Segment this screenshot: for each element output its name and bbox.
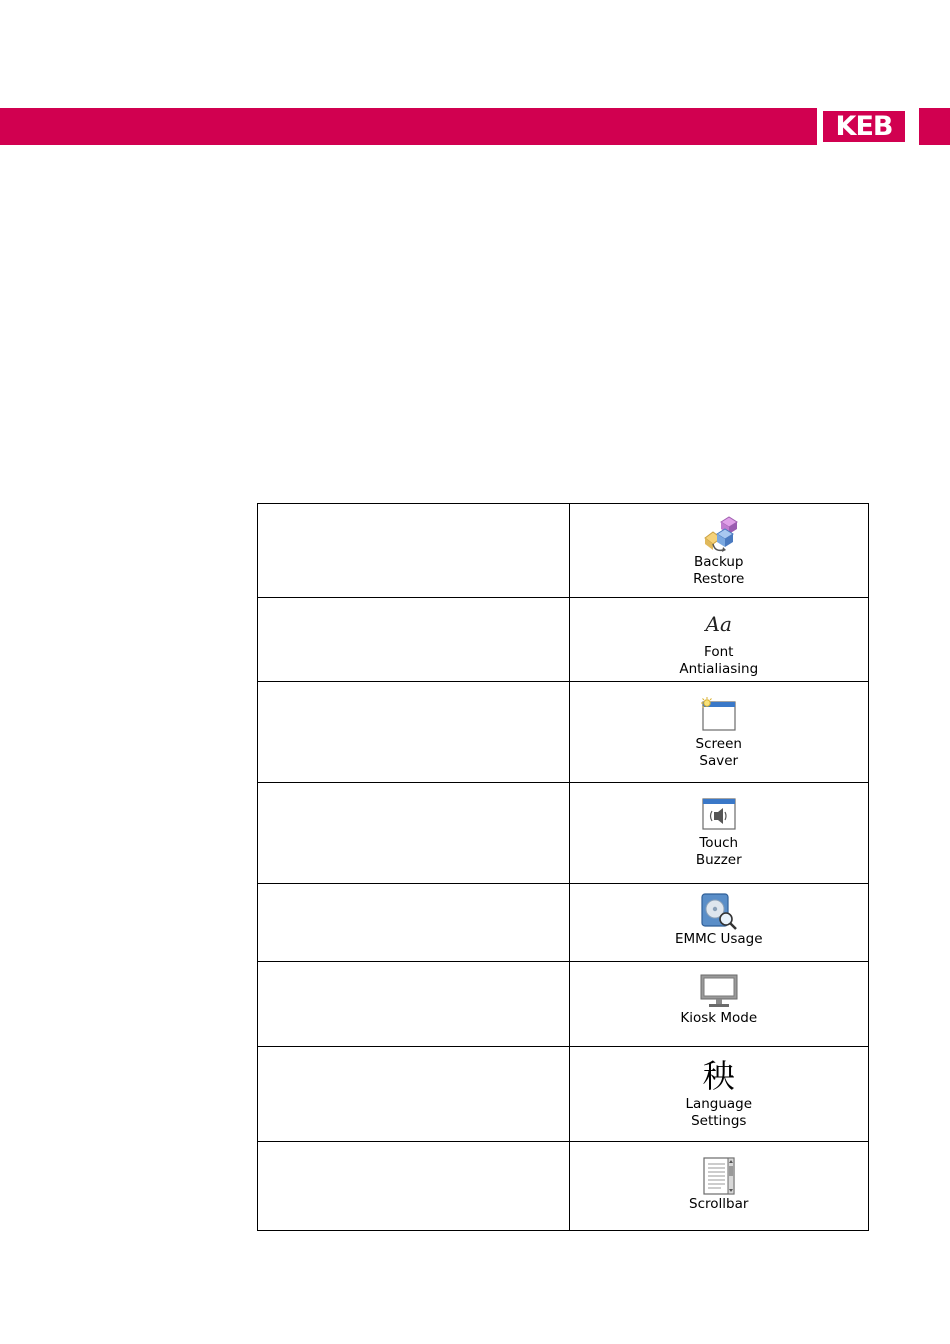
description-cell [258, 504, 570, 598]
icon-label: Touch Buzzer [695, 835, 742, 868]
table-row [258, 598, 869, 682]
backup-restore-item[interactable] [693, 504, 744, 588]
scrollbar-icon [699, 1156, 739, 1196]
touch-buzzer-item[interactable] [696, 783, 742, 869]
icon-cell [569, 682, 869, 783]
font-sample-text: Aa [705, 612, 732, 636]
settings-table [257, 503, 869, 1231]
kiosk-mode-icon [699, 970, 739, 1010]
table-row [258, 682, 869, 783]
icon-label: Language Settings [685, 1096, 753, 1129]
font-antialiasing-item[interactable] [679, 598, 758, 678]
header-bar [0, 108, 950, 145]
emmc-usage-item[interactable] [675, 884, 763, 948]
icon-cell [569, 598, 869, 682]
description-cell [258, 962, 570, 1047]
language-settings-icon [699, 1056, 739, 1096]
description-cell [258, 884, 570, 962]
description-cell [258, 598, 570, 682]
description-cell [258, 1047, 570, 1142]
icon-cell [569, 1047, 869, 1142]
touch-buzzer-icon [699, 795, 739, 835]
icon-cell [569, 884, 869, 962]
icon-label: Scrollbar [689, 1196, 749, 1212]
table-row [258, 884, 869, 962]
language-settings-item[interactable] [685, 1047, 752, 1130]
table-row [258, 1142, 869, 1231]
icon-cell [569, 504, 869, 598]
emmc-usage-icon [699, 891, 739, 931]
icon-label: Font Antialiasing [679, 644, 759, 677]
screen-saver-item[interactable] [696, 682, 742, 770]
table-row [258, 1047, 869, 1142]
keb-logo [817, 108, 919, 145]
icon-cell [569, 962, 869, 1047]
font-antialiasing-icon [699, 604, 739, 644]
table-row [258, 783, 869, 884]
logo-text: KEB [835, 111, 893, 142]
kiosk-mode-item[interactable] [680, 962, 757, 1027]
description-cell [258, 783, 570, 884]
screen-saver-icon [699, 696, 739, 736]
backup-restore-icon [699, 514, 739, 554]
description-cell [258, 682, 570, 783]
icon-label: Kiosk Mode [680, 1010, 758, 1026]
icon-label: EMMC Usage [674, 931, 763, 947]
language-glyph: 秧 [702, 1057, 735, 1095]
table-row [258, 504, 869, 598]
table-row [258, 962, 869, 1047]
icon-cell [569, 1142, 869, 1231]
icon-label: Screen Saver [695, 736, 742, 769]
description-cell [258, 1142, 570, 1231]
logo-box [823, 111, 905, 142]
icon-label: Backup Restore [693, 554, 745, 587]
scrollbar-item[interactable] [689, 1142, 748, 1213]
icon-cell [569, 783, 869, 884]
